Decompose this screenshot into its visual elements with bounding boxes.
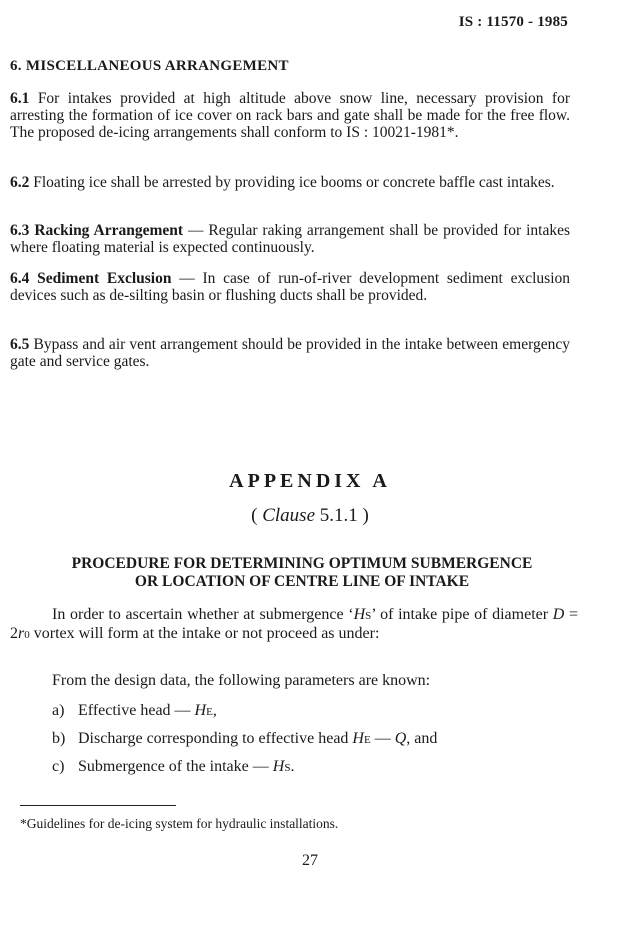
clause-word: Clause [262,505,316,526]
intro-paragraph: In order to ascertain whether at submergence ‘HS’ of intake pipe of diameter D = 2r0 vortex will form at the intake or not proceed as under: [10,606,578,642]
clause-text: Floating ice shall be arrested by providing ice booms or concrete baffle cast intakes. [33,174,555,191]
clause-ref-number: 5.1.1 [319,505,358,526]
appendix-title: APPENDIX A [229,470,391,492]
clause-number: 6.1 [10,90,30,107]
clause-6-1 [10,90,570,141]
footnote: *Guidelines for de-icing system for hydraulic installations. [20,816,339,831]
clause-number: 6.3 [10,222,30,239]
list-item: a) Effective head — HE, [52,702,217,719]
clause-text: — Regular raking arrangement shall be provided for intakes where floating material is expected continuously. [10,222,571,256]
clause-title: Sediment Exclusion [37,270,172,287]
list-item: b) Discharge corresponding to effective head HE — Q, and [52,730,438,747]
clause-close-paren: ) [362,505,369,526]
clause-open-paren: ( [251,505,258,526]
clause-6-3 [10,222,570,256]
clause-6-2 [10,174,570,191]
clause-text: For intakes provided at high altitude above snow line, necessary provision for arresting the formation of ice cover on rack bars and gate shall be made for the free flow. The proposed de-icing arrangements shall conform to IS : 10021-1981*. [10,90,570,141]
clause-text: Bypass and air vent arrangement should be provided in the intake between emergency gate and service gates. [10,336,570,370]
clause-number: 6.5 [10,336,30,353]
clause-6-4 [10,270,570,304]
page-number: 27 [302,852,318,869]
clause-title: Racking Arrangement [34,222,184,239]
procedure-heading [10,555,594,591]
given-parameters-text: From the design data, the following parameters are known: [52,672,431,689]
clause-text: — In case of run-of-river development sediment exclusion devices such as de-silting basin or flushing ducts shall be provided. [10,270,571,304]
procedure-heading-line1: PROCEDURE FOR DETERMINING OPTIMUM SUBMERGENCE [71,555,533,572]
standard-number: IS : 11570 - 1985 [458,14,568,30]
section-heading: 6. MISCELLANEOUS ARRANGEMENT [10,58,289,74]
footnote-rule [20,805,176,806]
list-item: c) Submergence of the intake — HS. [52,758,295,775]
clause-number: 6.4 [10,270,30,287]
clause-number: 6.2 [10,174,30,191]
clause-reference [0,505,620,527]
procedure-heading-line2: OR LOCATION OF CENTRE LINE OF INTAKE [134,573,470,590]
clause-6-5 [10,336,570,370]
